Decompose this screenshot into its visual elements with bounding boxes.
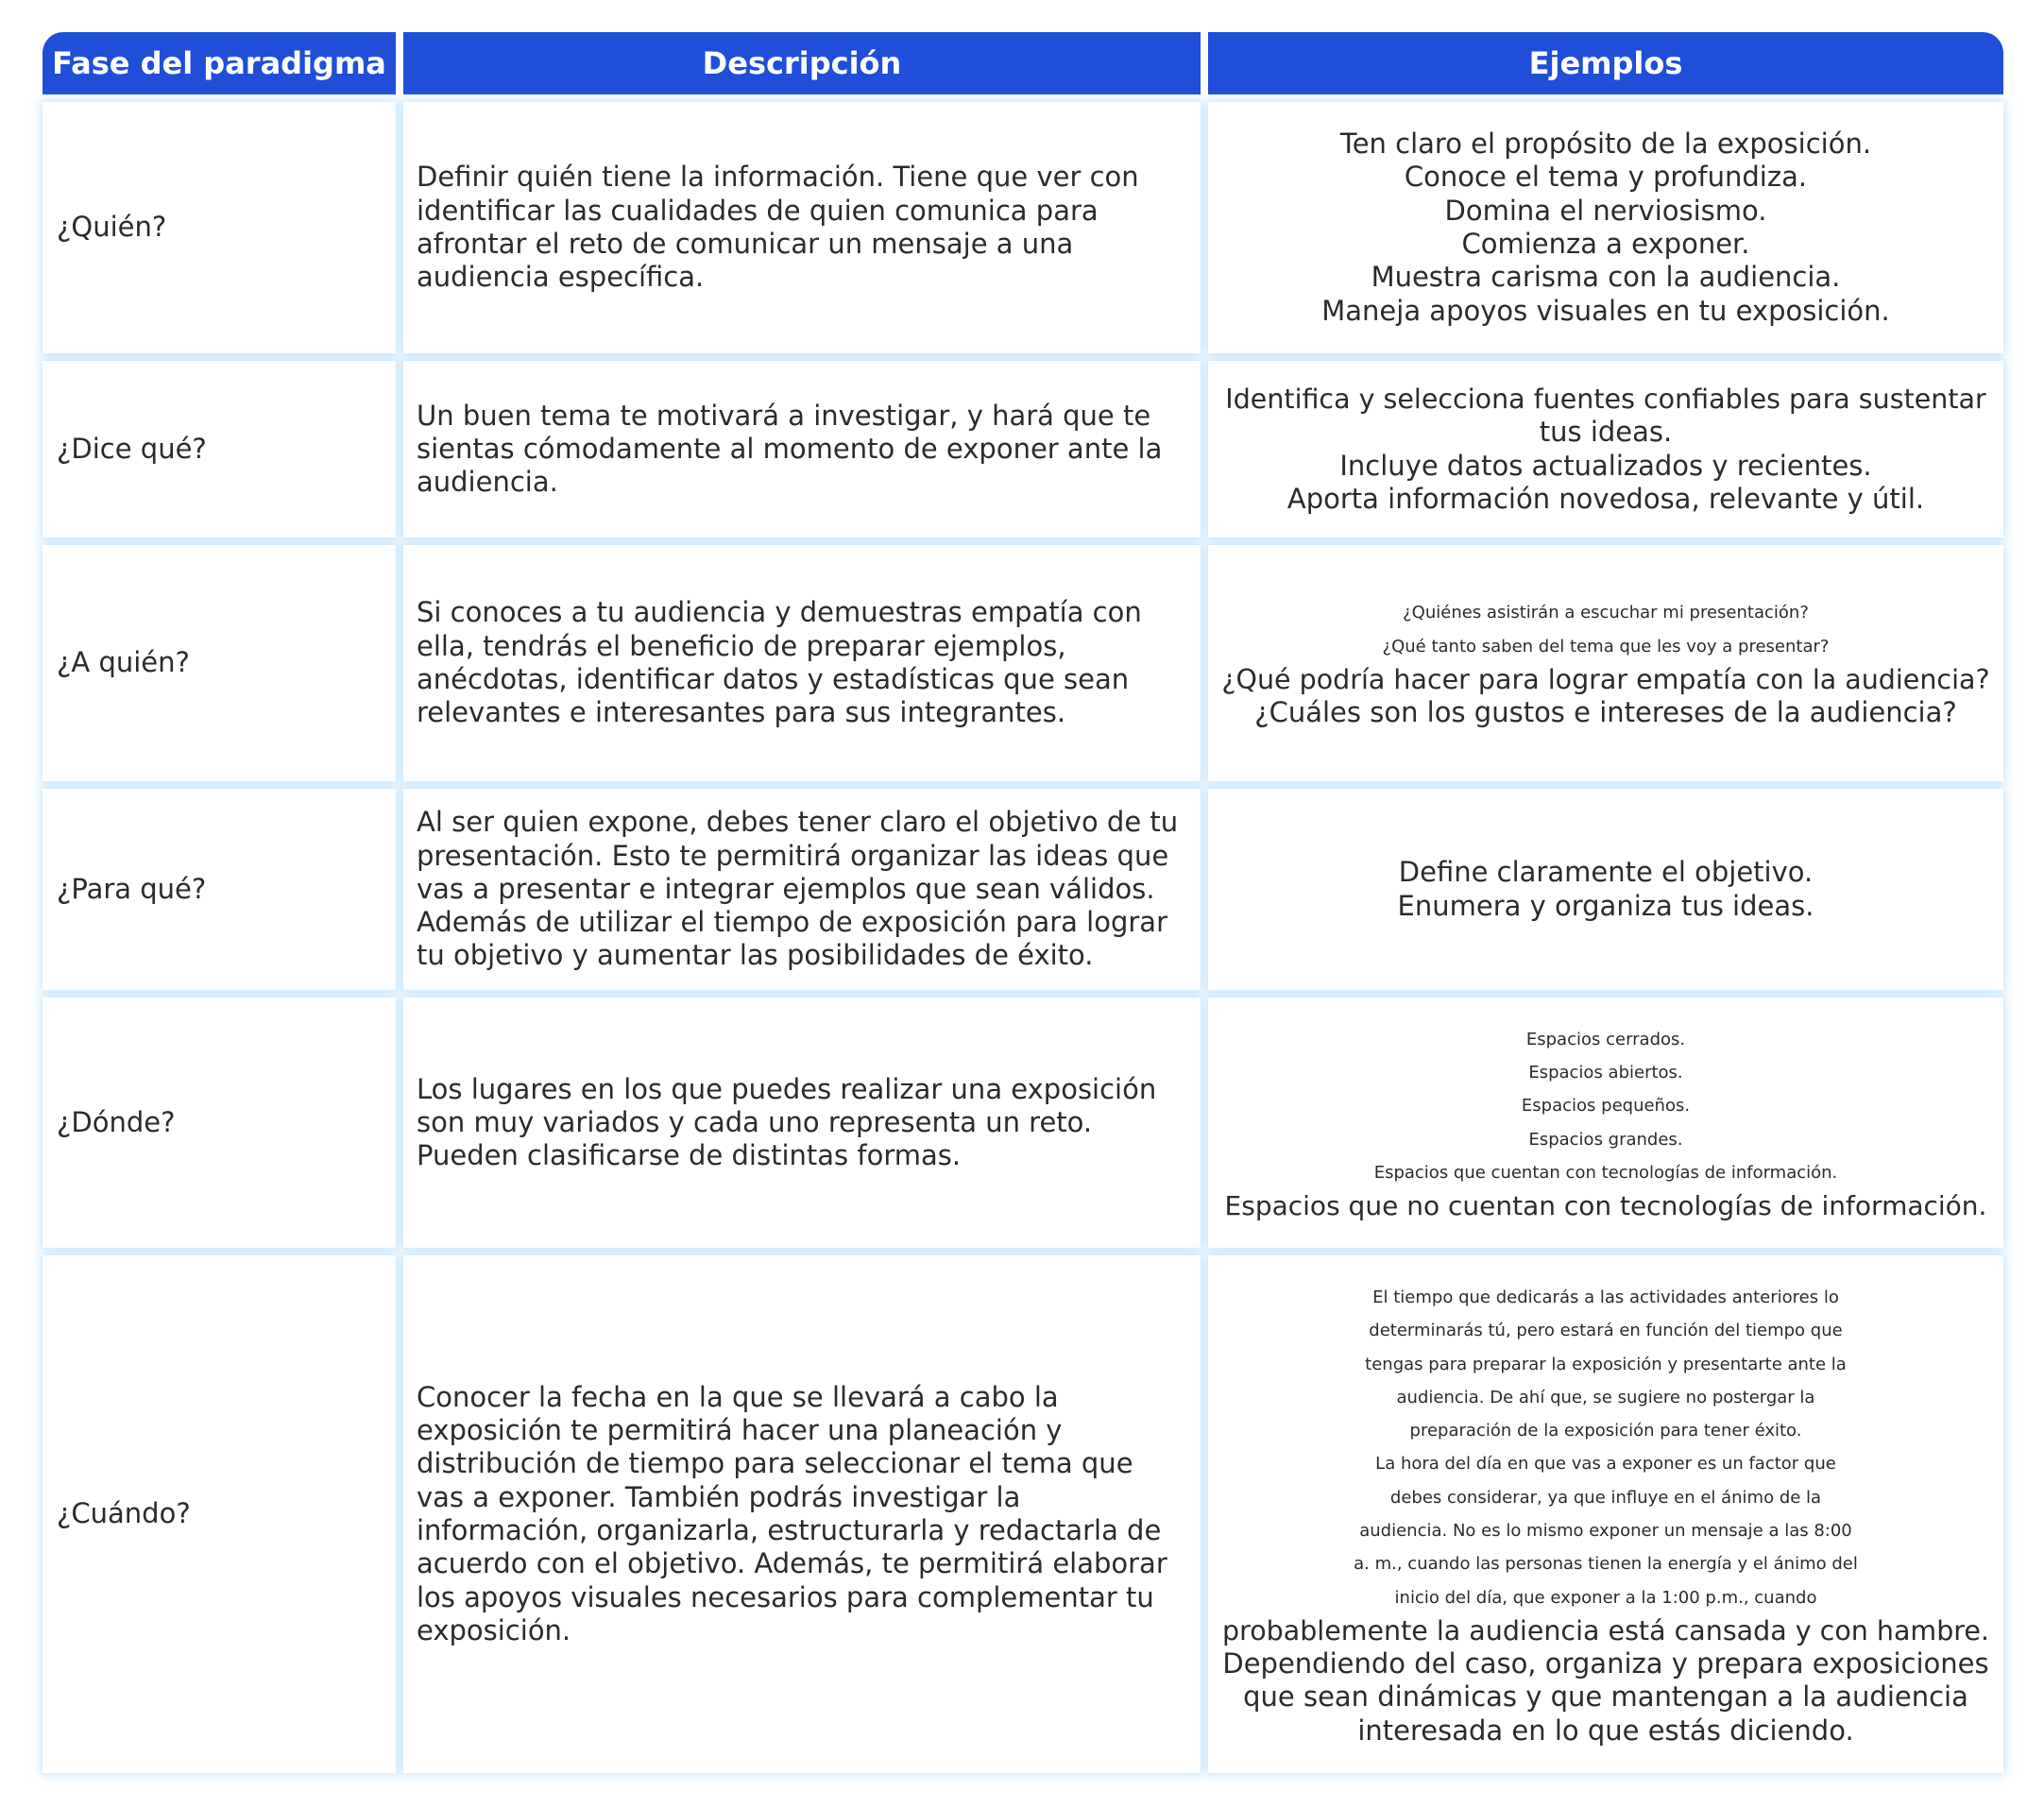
example-line: que sean dinámicas y que mantengan a la audiencia <box>1243 1680 1968 1714</box>
example-line: ¿Cuáles son los gustos e intereses de la audiencia? <box>1254 696 1957 729</box>
example-line: interesada en lo que estás diciendo. <box>1357 1714 1854 1747</box>
example-line: Espacios grandes. <box>1528 1129 1683 1150</box>
header-examples: Ejemplos <box>1208 32 2003 94</box>
example-line: debes considerar, ya que influye en el ánimo de la <box>1389 1487 1822 1508</box>
example-line: Aporta información novedosa, relevante y útil. <box>1286 482 1925 515</box>
description-text: Conocer la fecha en la que se llevará a cabo la exposición te permitirá hacer una planeación y distribución de tiempo para seleccionar el tema que vas a exponer. También podrás investigar la información, organizarla, estructurarla y redactarla de acuerdo con el objetivo. Además, te permitirá elaborar los apoyos visuales necesarios para complementar tu exposición. <box>417 1380 1167 1646</box>
example-line: Muestra carisma con la audiencia. <box>1371 261 1841 294</box>
example-line: Comienza a exponer. <box>1461 228 1750 260</box>
description-text: Un buen tema te motivará a investigar, y hará que te sientas cómodamente al momento de exponer ante la audiencia. <box>417 399 1163 499</box>
example-line: tengas para preparar la exposición y presentarte ante la <box>1365 1354 1847 1374</box>
examples-cell <box>1208 1255 2003 1773</box>
header-phase: Fase del paradigma <box>43 32 396 94</box>
description-cell <box>403 545 1201 781</box>
example-line: determinarás tú, pero estará en función del tiempo que <box>1369 1321 1843 1341</box>
phase-cell <box>43 789 396 990</box>
phase-label: ¿Cuándo? <box>57 1497 191 1530</box>
example-line: Ten claro el propósito de la exposición. <box>1339 128 1872 161</box>
example-line: audiencia. De ahí que, se sugiere no postergar la <box>1396 1387 1815 1407</box>
description-cell <box>403 789 1201 990</box>
example-line: Identifica y selecciona fuentes confiables para sustentar <box>1225 383 1986 415</box>
examples-cell <box>1208 102 2003 353</box>
description-text: Si conoces a tu audiencia y demuestras empatía con ella, tendrás el beneficio de preparar ejemplos, anécdotas, identificar datos y estadísticas que sean relevantes e interesantes para sus integrantes. <box>417 596 1142 729</box>
examples-list <box>1225 1023 1987 1223</box>
paradigm-grid <box>43 32 2003 1773</box>
header-description: Descripción <box>403 32 1201 94</box>
phase-label: ¿Para qué? <box>57 872 207 905</box>
phase-label: ¿Dice qué? <box>57 432 207 465</box>
phase-label: ¿Dónde? <box>57 1105 176 1138</box>
examples-cell <box>1208 789 2003 990</box>
phase-cell <box>43 102 396 353</box>
paradigm-table <box>43 32 2003 1773</box>
example-line: Domina el nerviosismo. <box>1444 194 1767 227</box>
example-line: ¿Qué tanto saben del tema que les voy a presentar? <box>1382 636 1830 657</box>
examples-cell <box>1208 361 2003 537</box>
description-text: Definir quién tiene la información. Tiene que ver con identificar las cualidades de quien comunica para afrontar el reto de comunicar un mensaje a una audiencia específica. <box>417 161 1139 294</box>
example-line: tus ideas. <box>1539 416 1673 449</box>
examples-cell <box>1208 998 2003 1248</box>
phase-cell <box>43 545 396 781</box>
example-line: Espacios pequeños. <box>1521 1096 1691 1117</box>
example-line: probablemente la audiencia está cansada y con hambre. <box>1222 1614 1989 1646</box>
example-line: Maneja apoyos visuales en tu exposición. <box>1321 294 1890 327</box>
example-line: Espacios que no cuentan con tecnologías de información. <box>1224 1190 1987 1222</box>
example-line: Define claramente el objetivo. <box>1398 856 1814 889</box>
example-line: Conoce el tema y profundiza. <box>1404 161 1808 194</box>
description-cell <box>403 361 1201 537</box>
phase-cell <box>43 361 396 537</box>
description-cell <box>403 1255 1201 1773</box>
examples-list <box>1221 596 1989 729</box>
example-line: ¿Quiénes asistirán a escuchar mi presentación? <box>1403 603 1809 623</box>
examples-list <box>1321 128 1889 328</box>
description-text: Al ser quien expone, debes tener claro el objetivo de tu presentación. Esto te permitirá organizar las ideas que vas a presentar e integrar ejemplos que sean válidos. Además de utilizar el tiempo de exposición para lograr tu objetivo y aumentar las posibilidades de éxito. <box>417 806 1179 972</box>
example-line: audiencia. No es lo mismo exponer un mensaje a las 8:00 <box>1359 1521 1852 1541</box>
example-line: a. m., cuando las personas tienen la energía y el ánimo del <box>1354 1554 1858 1575</box>
example-line: La hora del día en que vas a exponer es un factor que <box>1375 1454 1836 1475</box>
example-line: Dependiendo del caso, organiza y prepara exposiciones <box>1222 1647 1989 1680</box>
examples-list <box>1222 1281 1989 1748</box>
example-line: Espacios cerrados. <box>1525 1029 1686 1049</box>
phase-label: ¿A quién? <box>57 646 190 679</box>
example-line: preparación de la exposición para tener éxito. <box>1409 1421 1802 1441</box>
description-cell <box>403 102 1201 353</box>
example-line: Incluye datos actualizados y recientes. <box>1339 449 1872 482</box>
examples-cell <box>1208 545 2003 781</box>
examples-list <box>1398 856 1814 923</box>
description-text: Los lugares en los que puedes realizar una exposición son muy variados y cada uno representa un reto. Pueden clasificarse de distintas formas. <box>417 1072 1157 1172</box>
example-line: El tiempo que dedicarás a las actividades anteriores lo <box>1372 1287 1839 1307</box>
phase-cell <box>43 998 396 1248</box>
example-line: Enumera y organiza tus ideas. <box>1397 889 1814 922</box>
examples-list <box>1225 383 1985 516</box>
example-line: Espacios que cuentan con tecnologías de información. <box>1373 1162 1838 1183</box>
example-line: Espacios abiertos. <box>1528 1062 1683 1083</box>
phase-label: ¿Quién? <box>57 211 167 244</box>
description-cell <box>403 998 1201 1248</box>
phase-cell <box>43 1255 396 1773</box>
example-line: ¿Qué podría hacer para lograr empatía con la audiencia? <box>1221 664 1990 695</box>
example-line: inicio del día, que exponer a la 1:00 p.m., cuando <box>1394 1587 1817 1608</box>
